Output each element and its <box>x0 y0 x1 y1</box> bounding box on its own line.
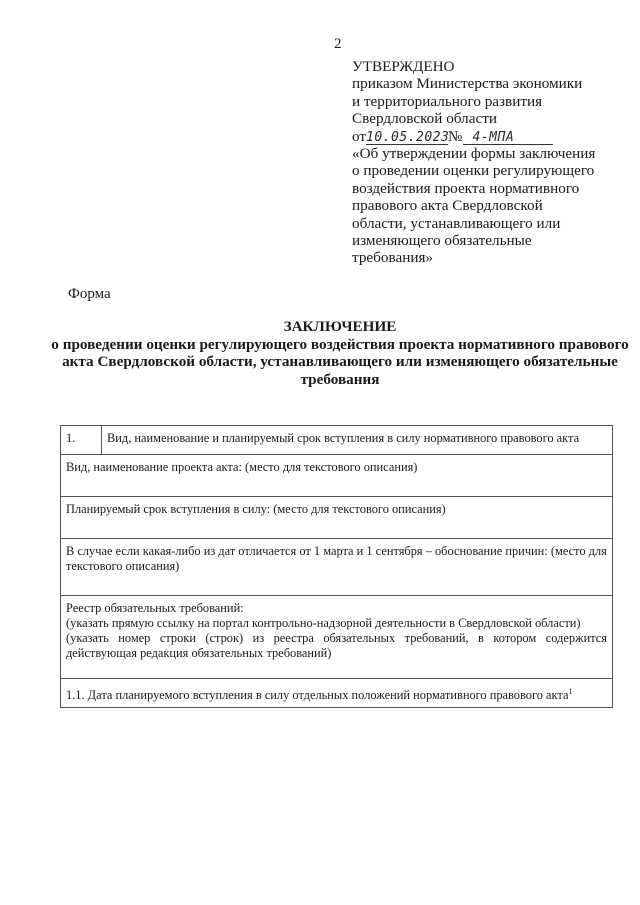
row-number: 1. <box>61 426 102 455</box>
number-prefix: № <box>448 127 463 145</box>
table-row <box>61 455 613 497</box>
approval-line: Свердловской области <box>352 110 497 128</box>
handwritten-date: 10.05.2023 <box>366 129 450 145</box>
handwritten-number: 4-МПА <box>472 129 515 145</box>
date-justification-cell: В случае если какая-либо из дат отличается от 1 марта и 1 сентября – обоснование причин: (место для текстового описания) <box>61 539 613 596</box>
registry-cell <box>61 596 613 679</box>
partial-entry-date-cell <box>61 679 613 708</box>
form-label: Форма <box>68 286 111 302</box>
handwritten-date-field <box>366 130 448 145</box>
handwritten-number-field <box>463 130 553 145</box>
approval-quote-line: «Об утверждении формы заключения <box>352 145 596 163</box>
entry-date-cell: Планируемый срок вступления в силу: (место для текстового описания) <box>61 497 613 539</box>
act-type-name-cell: Вид, наименование проекта акта: (место для текстового описания) <box>61 455 613 497</box>
row-section-heading: Вид, наименование и планируемый срок вступления в силу нормативного правового акта <box>102 426 613 455</box>
approval-line: приказом Министерства экономики <box>352 75 583 93</box>
approval-quote-line: требования» <box>352 249 434 267</box>
approval-date-number-line <box>352 128 622 145</box>
table-row <box>61 497 613 539</box>
registry-link-hint: (указать прямую ссылку на портал контрольно-надзорной деятельности в Свердловской области) <box>66 616 581 630</box>
footnote-marker: 1 <box>568 687 573 696</box>
page-number: 2 <box>334 36 342 52</box>
approval-quote-line: воздействия проекта нормативного <box>352 179 580 197</box>
approval-line: и территориального развития <box>352 92 543 110</box>
approval-quote-line: области, устанавливающего или <box>352 214 561 232</box>
table-row <box>61 596 613 679</box>
approval-heading: УТВЕРЖДЕНО <box>352 58 455 75</box>
document-title <box>40 318 640 388</box>
from-prefix: от <box>352 127 367 145</box>
title-subtitle: о проведении оценки регулирующего воздействия проекта нормативного правового акта Свердловской области, устанавливающего или изменяющего обязательные требования <box>51 335 629 388</box>
partial-entry-date-text: 1.1. Дата планируемого вступления в силу отдельных положений нормативного правового акта <box>66 688 569 703</box>
registry-row-hint: (указать номер строки (строк) из реестра обязательных требований, в котором содержится действующая редакция обязательных требований) <box>66 631 607 660</box>
conclusion-table <box>60 425 613 708</box>
approval-block <box>352 58 622 267</box>
approval-quote-line: правового акта Свердловской <box>352 197 543 215</box>
registry-heading: Реестр обязательных требований: <box>66 601 244 615</box>
title-main: ЗАКЛЮЧЕНИЕ <box>283 318 397 335</box>
approval-quote-line: о проведении оценки регулирующего <box>352 162 595 180</box>
table-row <box>61 679 613 708</box>
table-row <box>61 539 613 596</box>
approval-quote-line: изменяющего обязательные <box>352 232 532 250</box>
table-row <box>61 426 613 455</box>
